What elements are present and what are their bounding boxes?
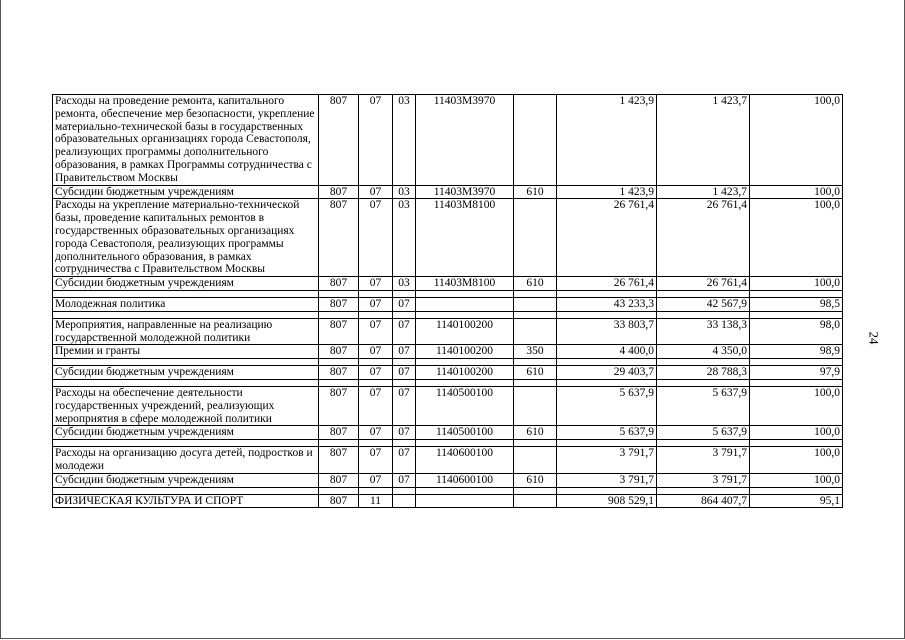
row-name: Субсидии бюджетным учреждениям: [53, 277, 319, 291]
row-vr: [514, 199, 557, 277]
table-row: [53, 426, 843, 440]
row-csr: 1140600100: [416, 447, 514, 474]
row-fact: 26 761,4: [657, 277, 750, 291]
row-plan: 5 637,9: [557, 426, 657, 440]
table-row: [53, 277, 843, 291]
row-rz: 07: [359, 447, 393, 474]
row-rz: 07: [359, 297, 393, 311]
table-row: [53, 345, 843, 359]
row-spacer: [53, 440, 843, 447]
row-rz: 07: [359, 386, 393, 425]
row-rz: 07: [359, 366, 393, 380]
row-csr: 1140100200: [416, 345, 514, 359]
row-gr: 807: [319, 199, 359, 277]
row-pr: 07: [393, 447, 416, 474]
row-fact: 5 637,9: [657, 386, 750, 425]
row-vr: 610: [514, 426, 557, 440]
row-fact: 33 138,3: [657, 318, 750, 345]
row-pr: 07: [393, 345, 416, 359]
row-fact: 1 423,7: [657, 95, 750, 186]
page-number: 24: [866, 331, 882, 345]
table-row: [53, 199, 843, 277]
row-pr: 07: [393, 473, 416, 487]
row-csr: 1140500100: [416, 426, 514, 440]
row-gr: 807: [319, 318, 359, 345]
row-spacer: [53, 487, 843, 494]
row-pct: 100,0: [750, 386, 843, 425]
row-pct: 100,0: [750, 473, 843, 487]
row-pct: 100,0: [750, 277, 843, 291]
row-rz: 11: [359, 494, 393, 508]
row-plan: 43 233,3: [557, 297, 657, 311]
row-fact: 3 791,7: [657, 473, 750, 487]
row-name: Субсидии бюджетным учреждениям: [53, 185, 319, 199]
row-rz: 07: [359, 345, 393, 359]
row-vr: 610: [514, 277, 557, 291]
row-csr: 11403М3970: [416, 95, 514, 186]
row-csr: 1140500100: [416, 386, 514, 425]
row-pct: 95,1: [750, 494, 843, 508]
row-fact: 26 761,4: [657, 199, 750, 277]
table-row: [53, 95, 843, 186]
row-name: Субсидии бюджетным учреждениям: [53, 366, 319, 380]
row-plan: 33 803,7: [557, 318, 657, 345]
row-name: Премии и гранты: [53, 345, 319, 359]
table-row: [53, 473, 843, 487]
row-pct: 100,0: [750, 199, 843, 277]
row-pct: 98,0: [750, 318, 843, 345]
row-plan: 29 403,7: [557, 366, 657, 380]
row-csr: 11403М8100: [416, 199, 514, 277]
row-plan: 4 400,0: [557, 345, 657, 359]
row-spacer: [53, 311, 843, 318]
row-pr: 03: [393, 199, 416, 277]
row-pct: 98,5: [750, 297, 843, 311]
row-csr: 1140600100: [416, 473, 514, 487]
table-row: [53, 366, 843, 380]
row-vr: [514, 95, 557, 186]
row-vr: [514, 297, 557, 311]
row-gr: 807: [319, 447, 359, 474]
row-gr: 807: [319, 297, 359, 311]
row-fact: 42 567,9: [657, 297, 750, 311]
row-spacer: [53, 290, 843, 297]
row-rz: 07: [359, 199, 393, 277]
row-name: Субсидии бюджетным учреждениям: [53, 473, 319, 487]
table-row: [53, 447, 843, 474]
row-gr: 807: [319, 386, 359, 425]
row-rz: 07: [359, 426, 393, 440]
row-csr: 1140100200: [416, 318, 514, 345]
row-gr: 807: [319, 494, 359, 508]
table-row: [53, 185, 843, 199]
row-pr: 07: [393, 318, 416, 345]
row-rz: 07: [359, 473, 393, 487]
row-pct: 100,0: [750, 185, 843, 199]
row-gr: 807: [319, 426, 359, 440]
table-row: [53, 386, 843, 425]
row-pct: 98,9: [750, 345, 843, 359]
budget-table: [52, 94, 843, 508]
row-pr: 07: [393, 366, 416, 380]
row-pr: 07: [393, 297, 416, 311]
row-gr: 807: [319, 185, 359, 199]
row-gr: 807: [319, 95, 359, 186]
row-vr: [514, 386, 557, 425]
row-csr: [416, 494, 514, 508]
row-pr: 03: [393, 95, 416, 186]
row-fact: 5 637,9: [657, 426, 750, 440]
row-name: Расходы на организацию досуга детей, подростков и молодежи: [53, 447, 319, 474]
row-vr: 610: [514, 473, 557, 487]
row-plan: 1 423,9: [557, 95, 657, 186]
row-vr: [514, 494, 557, 508]
row-plan: 26 761,4: [557, 277, 657, 291]
row-fact: 3 791,7: [657, 447, 750, 474]
row-csr: 1140100200: [416, 366, 514, 380]
row-name: ФИЗИЧЕСКАЯ КУЛЬТУРА И СПОРТ: [53, 494, 319, 508]
row-fact: 1 423,7: [657, 185, 750, 199]
row-gr: 807: [319, 345, 359, 359]
row-gr: 807: [319, 473, 359, 487]
row-plan: 5 637,9: [557, 386, 657, 425]
table-row: [53, 318, 843, 345]
row-vr: 610: [514, 366, 557, 380]
row-pr: 07: [393, 426, 416, 440]
row-plan: 26 761,4: [557, 199, 657, 277]
row-name: Расходы на укрепление материально-технической базы, проведение капитальных ремонтов в государственных образовательных организациях города Севастополя, реализующих программы дополнительного образования, в рамках сотрудничества с Правительством Москвы: [53, 199, 319, 277]
row-pr: 07: [393, 386, 416, 425]
row-spacer: [53, 359, 843, 366]
row-csr: [416, 297, 514, 311]
row-name: Расходы на проведение ремонта, капитального ремонта, обеспечение мер безопасности, укрепление материально-технической базы в государственных образовательных организациях города Севастополя, реализующих программы дополнительного образования, в рамках Программы сотрудничества с Правительством Москвы: [53, 95, 319, 186]
row-name: Молодежная политика: [53, 297, 319, 311]
row-csr: 11403М8100: [416, 277, 514, 291]
table-row: [53, 297, 843, 311]
row-rz: 07: [359, 277, 393, 291]
row-vr: 610: [514, 185, 557, 199]
row-fact: 28 788,3: [657, 366, 750, 380]
row-plan: 908 529,1: [557, 494, 657, 508]
row-pct: 100,0: [750, 95, 843, 186]
row-fact: 864 407,7: [657, 494, 750, 508]
row-pct: 100,0: [750, 426, 843, 440]
row-vr: [514, 318, 557, 345]
row-plan: 3 791,7: [557, 473, 657, 487]
row-pct: 100,0: [750, 447, 843, 474]
row-vr: 350: [514, 345, 557, 359]
row-vr: [514, 447, 557, 474]
table-row: [53, 494, 843, 508]
row-pr: 03: [393, 277, 416, 291]
row-pr: [393, 494, 416, 508]
row-pct: 97,9: [750, 366, 843, 380]
row-fact: 4 350,0: [657, 345, 750, 359]
row-spacer: [53, 379, 843, 386]
row-name: Субсидии бюджетным учреждениям: [53, 426, 319, 440]
row-plan: 3 791,7: [557, 447, 657, 474]
row-gr: 807: [319, 366, 359, 380]
row-rz: 07: [359, 95, 393, 186]
row-gr: 807: [319, 277, 359, 291]
row-name: Мероприятия, направленные на реализацию государственной молодежной политики: [53, 318, 319, 345]
row-csr: 11403М3970: [416, 185, 514, 199]
row-pr: 03: [393, 185, 416, 199]
row-rz: 07: [359, 185, 393, 199]
row-name: Расходы на обеспечение деятельности государственных учреждений, реализующих мероприятия в сфере молодежной политики: [53, 386, 319, 425]
row-plan: 1 423,9: [557, 185, 657, 199]
row-rz: 07: [359, 318, 393, 345]
